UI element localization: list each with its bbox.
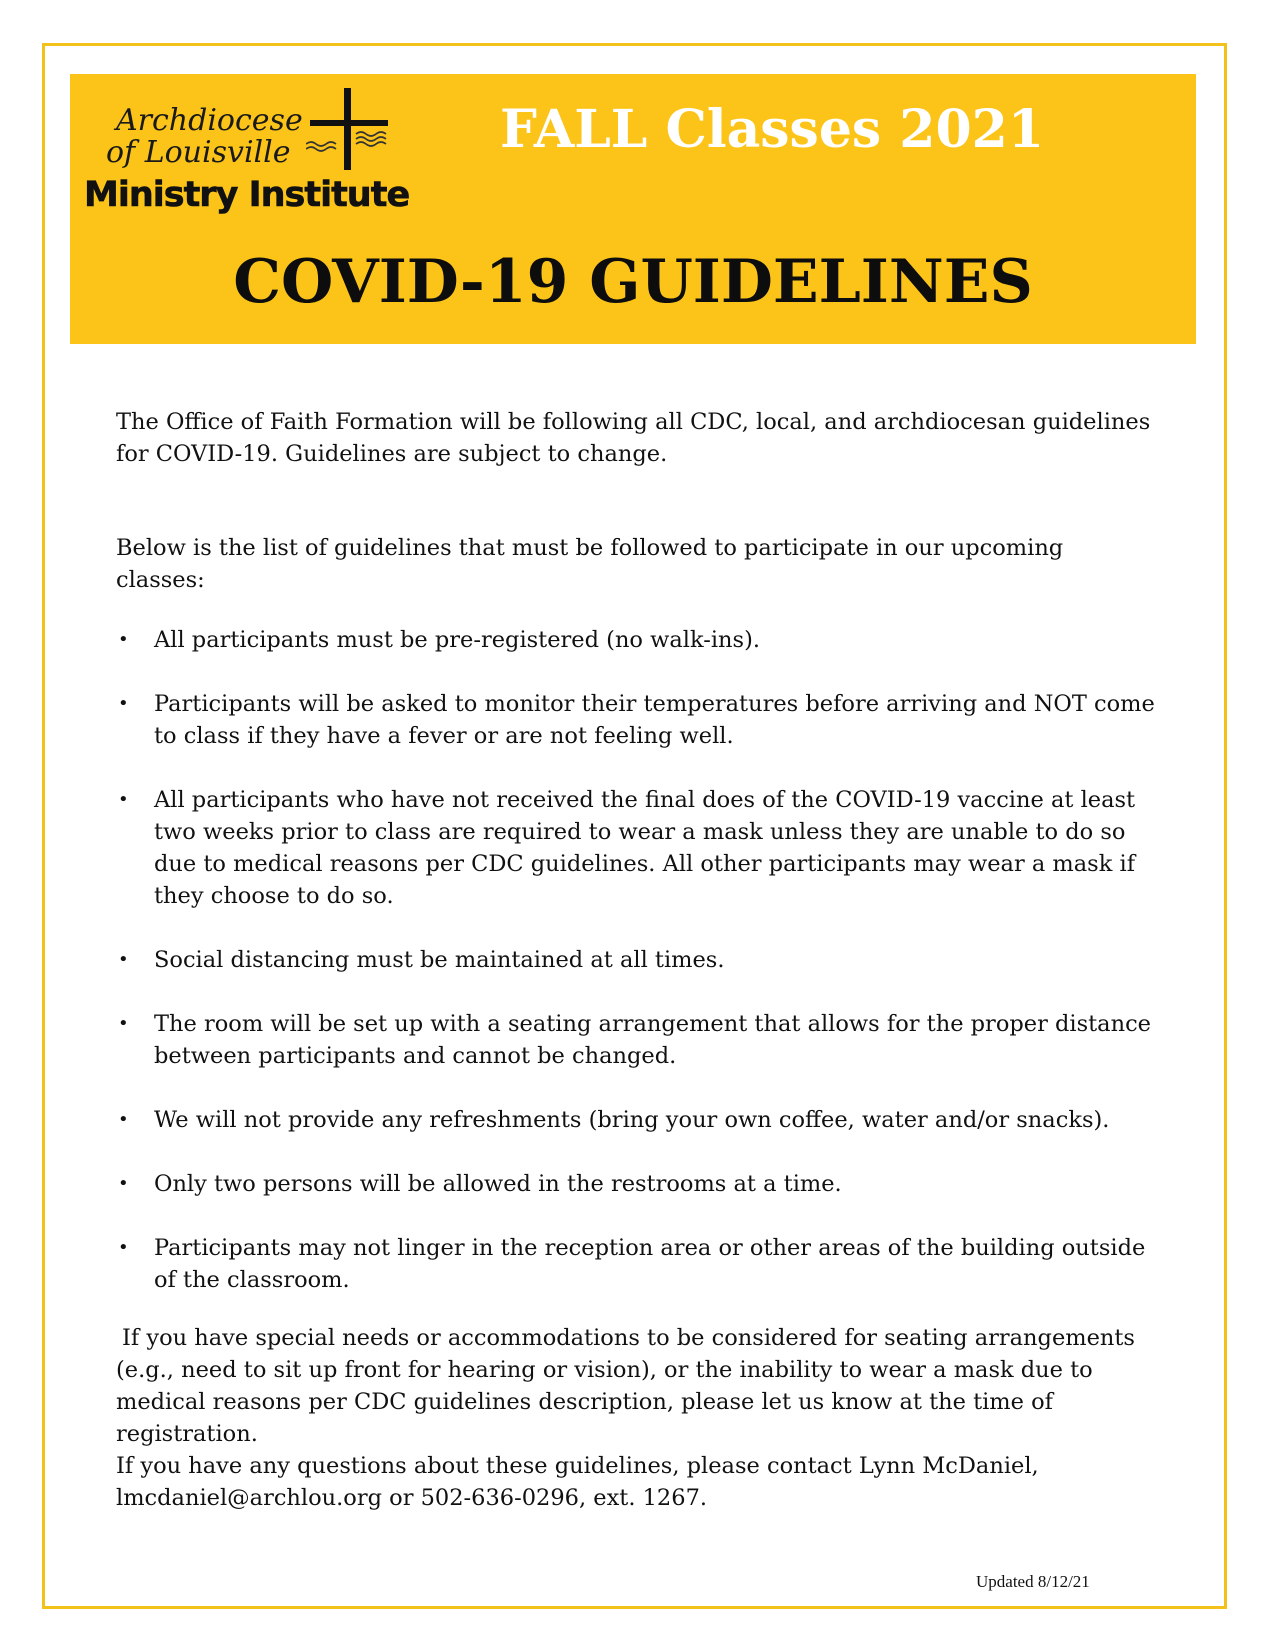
page-title: COVID-19 GUIDELINES <box>233 247 1033 317</box>
list-item: • Participants may not linger in the reception area or other areas of the building outside of the classroom. <box>116 1232 1156 1296</box>
list-intro-paragraph: Below is the list of guidelines that must be followed to participate in our upcoming classes: <box>116 535 1064 593</box>
bullet-icon: • <box>118 693 129 714</box>
bullet-icon: • <box>118 1109 129 1130</box>
list-item: • We will not provide any refreshments (bring your own coffee, water and/or snacks). <box>116 1104 1156 1136</box>
ministry-institute-logo <box>84 86 444 222</box>
list-item: • The room will be set up with a seating arrangement that allows for the proper distance between participants and cannot be changed. <box>116 1008 1156 1072</box>
bullet-icon: • <box>118 1013 129 1034</box>
bullet-icon: • <box>118 949 129 970</box>
logo-line-louisville: of Louisville <box>106 135 291 170</box>
logo-line-archdiocese: Archdiocese <box>116 103 303 138</box>
list-item: • Only two persons will be allowed in the restrooms at a time. <box>116 1168 1156 1200</box>
list-item: • All participants must be pre-registered (no walk-ins). <box>116 624 1156 656</box>
guidelines-list <box>116 624 1156 1296</box>
bullet-icon: • <box>118 789 129 810</box>
special-needs-paragraph: If you have special needs or accommodations to be considered for seating arrangements (e.g., need to sit up front for hearing or vision), or the inability to wear a mask due to medical reasons per CDC guidelines description, please let us know at the time of registration. <box>116 1325 1135 1447</box>
updated-date: Updated 8/12/21 <box>976 1572 1090 1591</box>
header-banner <box>70 74 1196 344</box>
logo-line-ministry-institute: Ministry Institute <box>84 175 410 215</box>
bullet-icon: • <box>118 1173 129 1194</box>
contact-paragraph: If you have any questions about these guidelines, please contact Lynn McDaniel, lmcdaniel@archlou.org or 502-636-0296, ext. 1267. <box>116 1453 1039 1511</box>
list-item: • Social distancing must be maintained at all times. <box>116 944 1156 976</box>
bullet-icon: • <box>118 629 129 650</box>
list-item: • Participants will be asked to monitor their temperatures before arriving and NOT come to class if they have a fever or are not feeling well. <box>116 688 1156 752</box>
intro-paragraph: The Office of Faith Formation will be following all CDC, local, and archdiocesan guidelines for COVID-19. Guidelines are subject to change. <box>116 409 1151 467</box>
fall-classes-title: FALL Classes 2021 <box>500 99 1045 160</box>
cross-with-waves-icon <box>306 86 396 172</box>
bullet-icon: • <box>118 1237 129 1258</box>
list-item: • All participants who have not received the final does of the COVID-19 vaccine at least two weeks prior to class are required to wear a mask unless they are unable to do so due to medical reasons per CDC guidelines. All other participants may wear a mask if they choose to do so. <box>116 784 1156 912</box>
document-body <box>116 406 1156 1514</box>
